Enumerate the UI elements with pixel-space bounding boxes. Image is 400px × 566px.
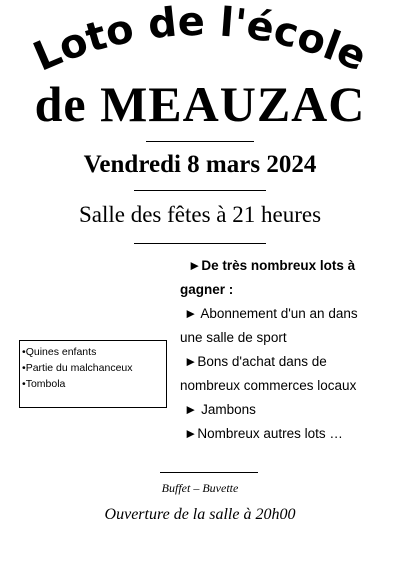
games-item-text: Partie du malchanceux	[25, 362, 133, 374]
divider-1	[146, 141, 254, 142]
event-venue: Salle des fêtes à 21 heures	[78, 202, 322, 227]
divider-2	[134, 190, 266, 191]
games-list-item	[22, 344, 164, 360]
prize-item-text: Nombreux autres lots …	[197, 426, 343, 441]
prizes-list	[180, 254, 370, 446]
title-text: Loto de l'école	[27, 0, 373, 81]
games-item-text: Tombola	[25, 378, 66, 390]
arrow-icon: ►	[188, 258, 202, 273]
arrow-icon: ►	[184, 354, 198, 369]
arrow-icon: ►	[184, 426, 198, 441]
prize-item	[180, 350, 370, 374]
arrow-icon: ►	[184, 306, 198, 321]
prize-item	[180, 422, 370, 446]
games-list-item	[22, 376, 164, 392]
buffet-note: Buffet – Buvette	[161, 481, 239, 495]
prize-item-text: Abonnement d'un an dans	[200, 306, 358, 321]
prize-item-continuation: nombreux commerces locaux	[180, 378, 357, 393]
prize-item-text: Bons d'achat dans de	[197, 354, 327, 369]
prize-item-continuation: une salle de sport	[180, 330, 287, 345]
prize-item	[180, 302, 370, 326]
prize-item	[180, 398, 370, 422]
prize-item-text: Jambons	[201, 402, 256, 417]
bullet-icon: •	[22, 346, 26, 358]
prizes-heading	[180, 254, 370, 278]
arrow-icon: ►	[184, 402, 198, 417]
games-box	[19, 340, 167, 408]
games-item-text: Quines enfants	[25, 346, 97, 358]
bullet-icon: •	[22, 362, 26, 374]
title-arc-text	[27, 0, 373, 81]
bullet-icon: •	[22, 378, 26, 390]
opening-time: Ouverture de la salle à 20h00	[104, 506, 296, 523]
divider-4	[160, 472, 258, 473]
event-date: Vendredi 8 mars 2024	[83, 151, 317, 178]
games-list-item	[22, 360, 164, 376]
poster-subtitle: de MEAUZAC	[34, 76, 366, 132]
prizes-heading-line1: De très nombreux lots à	[201, 258, 356, 273]
prizes-heading-line2: gagner :	[180, 282, 234, 297]
divider-3	[134, 243, 266, 244]
